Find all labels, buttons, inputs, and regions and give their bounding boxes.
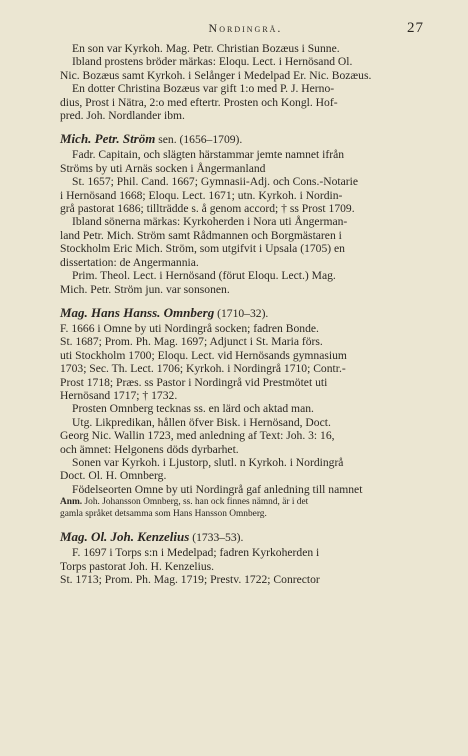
text-line: St. 1687; Prom. Ph. Mag. 1697; Adjunct i St. Maria förs. [60,335,323,349]
text-line: St. 1657; Phil. Cand. 1667; Gymnasii-Adj. och Cons.-Notarie [72,175,358,189]
text-line: St. 1713; Prom. Ph. Mag. 1719; Prestv. 1722; Conrector [60,573,320,586]
text-line: Mich. Petr. Ström jun. var sonsonen. [60,282,230,296]
text-line: land Petr. Mich. Ström samt Rådmannen och Borgmästaren i [60,228,342,242]
text-line: Nic. Bozæus samt Kyrkoh. i Selånger i Medelpad Er. Nic. Bozæus. [60,68,372,82]
note-label: Anm. [60,497,83,508]
text-line: dius, Prost i Nätra, 2:o med eftertr. Prosten och Kongl. Hof- [60,95,338,109]
text-line: Sonen var Kyrkoh. i Ljustorp, slutl. n Kyrkoh. i Nordingrå [72,455,344,469]
entry-name: Mich. Petr. Ström [60,131,156,147]
text-line: En son var Kyrkoh. Mag. Petr. Christian Bozæus i Sunne. [72,42,340,55]
running-title: Nordingrå. [208,21,283,35]
footnote-line [60,496,424,508]
text-line: uti Stockholm 1700; Eloqu. Lect. vid Hernösands gymnasium [60,348,347,362]
body-text [60,42,424,586]
footnote-line [60,508,424,520]
spacer [60,296,424,305]
note-text: gamla språket detsamma som Hans Hansson Omnberg. [60,509,267,520]
text-line: En dotter Christina Bozæus var gift 1:o med P. J. Herno- [72,82,335,96]
entry-dates: sen. (1656–1709). [155,133,243,147]
entry-heading [60,131,424,148]
entry-heading [60,305,424,322]
entry-heading [60,529,424,546]
text-line: Torps pastorat Joh. H. Kenzelius. [60,559,215,573]
text-line: Prim. Theol. Lect. i Hernösand (förut Eloqu. Lect.) Mag. [72,269,336,283]
text-line: Födelseorten Omne by uti Nordingrå gaf anledning till namnet [72,482,363,496]
text-line: dissertation: de Angermannia. [60,255,199,269]
text-line: F. 1697 i Torps s:n i Medelpad; fadren Kyrkoherden i [72,546,320,560]
text-line: Doct. Ol. H. Omnberg. [60,469,167,483]
text-line: Fadr. Capitain, och slägten härstammar jemte namnet ifrån [72,148,345,162]
spacer [60,520,424,529]
entry-name: Mag. Ol. Joh. Kenzelius [60,529,190,545]
text-line: F. 1666 i Omne by uti Nordingrå socken; fadren Bonde. [60,321,319,335]
page-number: 27 [407,20,424,36]
spacer [60,122,424,131]
text-line: Prosten Omnberg tecknas ss. en lärd och aktad man. [72,402,314,416]
text-line: grå pastorat 1686; tillträdde s. å genom accord; † ss Prost 1709. [60,202,355,216]
entry-dates: (1733–53). [189,531,244,545]
text-line: Ibland prostens bröder märkas: Eloqu. Lect. i Hernösand Ol. [72,55,353,69]
entry-dates: (1710–32). [214,306,269,320]
text-line: Hernösand 1717; † 1732. [60,388,178,402]
text-line: 1703; Sec. Th. Lect. 1706; Kyrkoh. i Nordingrå 1710; Contr.- [60,362,346,376]
text-line: pred. Joh. Nordlander ibm. [60,109,185,123]
note-text: Joh. Johansson Omnberg, ss. han ock finnes nämnd, är i det [82,497,309,508]
text-line: Prost 1718; Præs. ss Pastor i Nordingrå vid Prestmötet uti [60,375,328,389]
text-line: Stockholm Eric Mich. Ström, som utgifvit i Upsala (1705) en [60,242,345,256]
text-line: Ströms by uti Arnäs socken i Ångermanland [60,161,266,175]
text-line: Georg Nic. Wallin 1723, med anledning af Text: Joh. 3: 16, [60,429,335,443]
text-line: i Hernösand 1668; Eloqu. Lect. 1671; utn. Kyrkoh. i Nordin- [60,188,343,202]
page-header [60,20,424,42]
text-line: Utg. Likpredikan, hållen öfver Bisk. i Hernösand, Doct. [72,415,331,429]
text-line: Ibland sönerna märkas: Kyrkoherden i Nora uti Ångerman- [72,215,348,229]
text-line: och ämnet: Helgonens döds dyrbarhet. [60,442,239,456]
entry-name: Mag. Hans Hanss. Omnberg [60,304,215,320]
